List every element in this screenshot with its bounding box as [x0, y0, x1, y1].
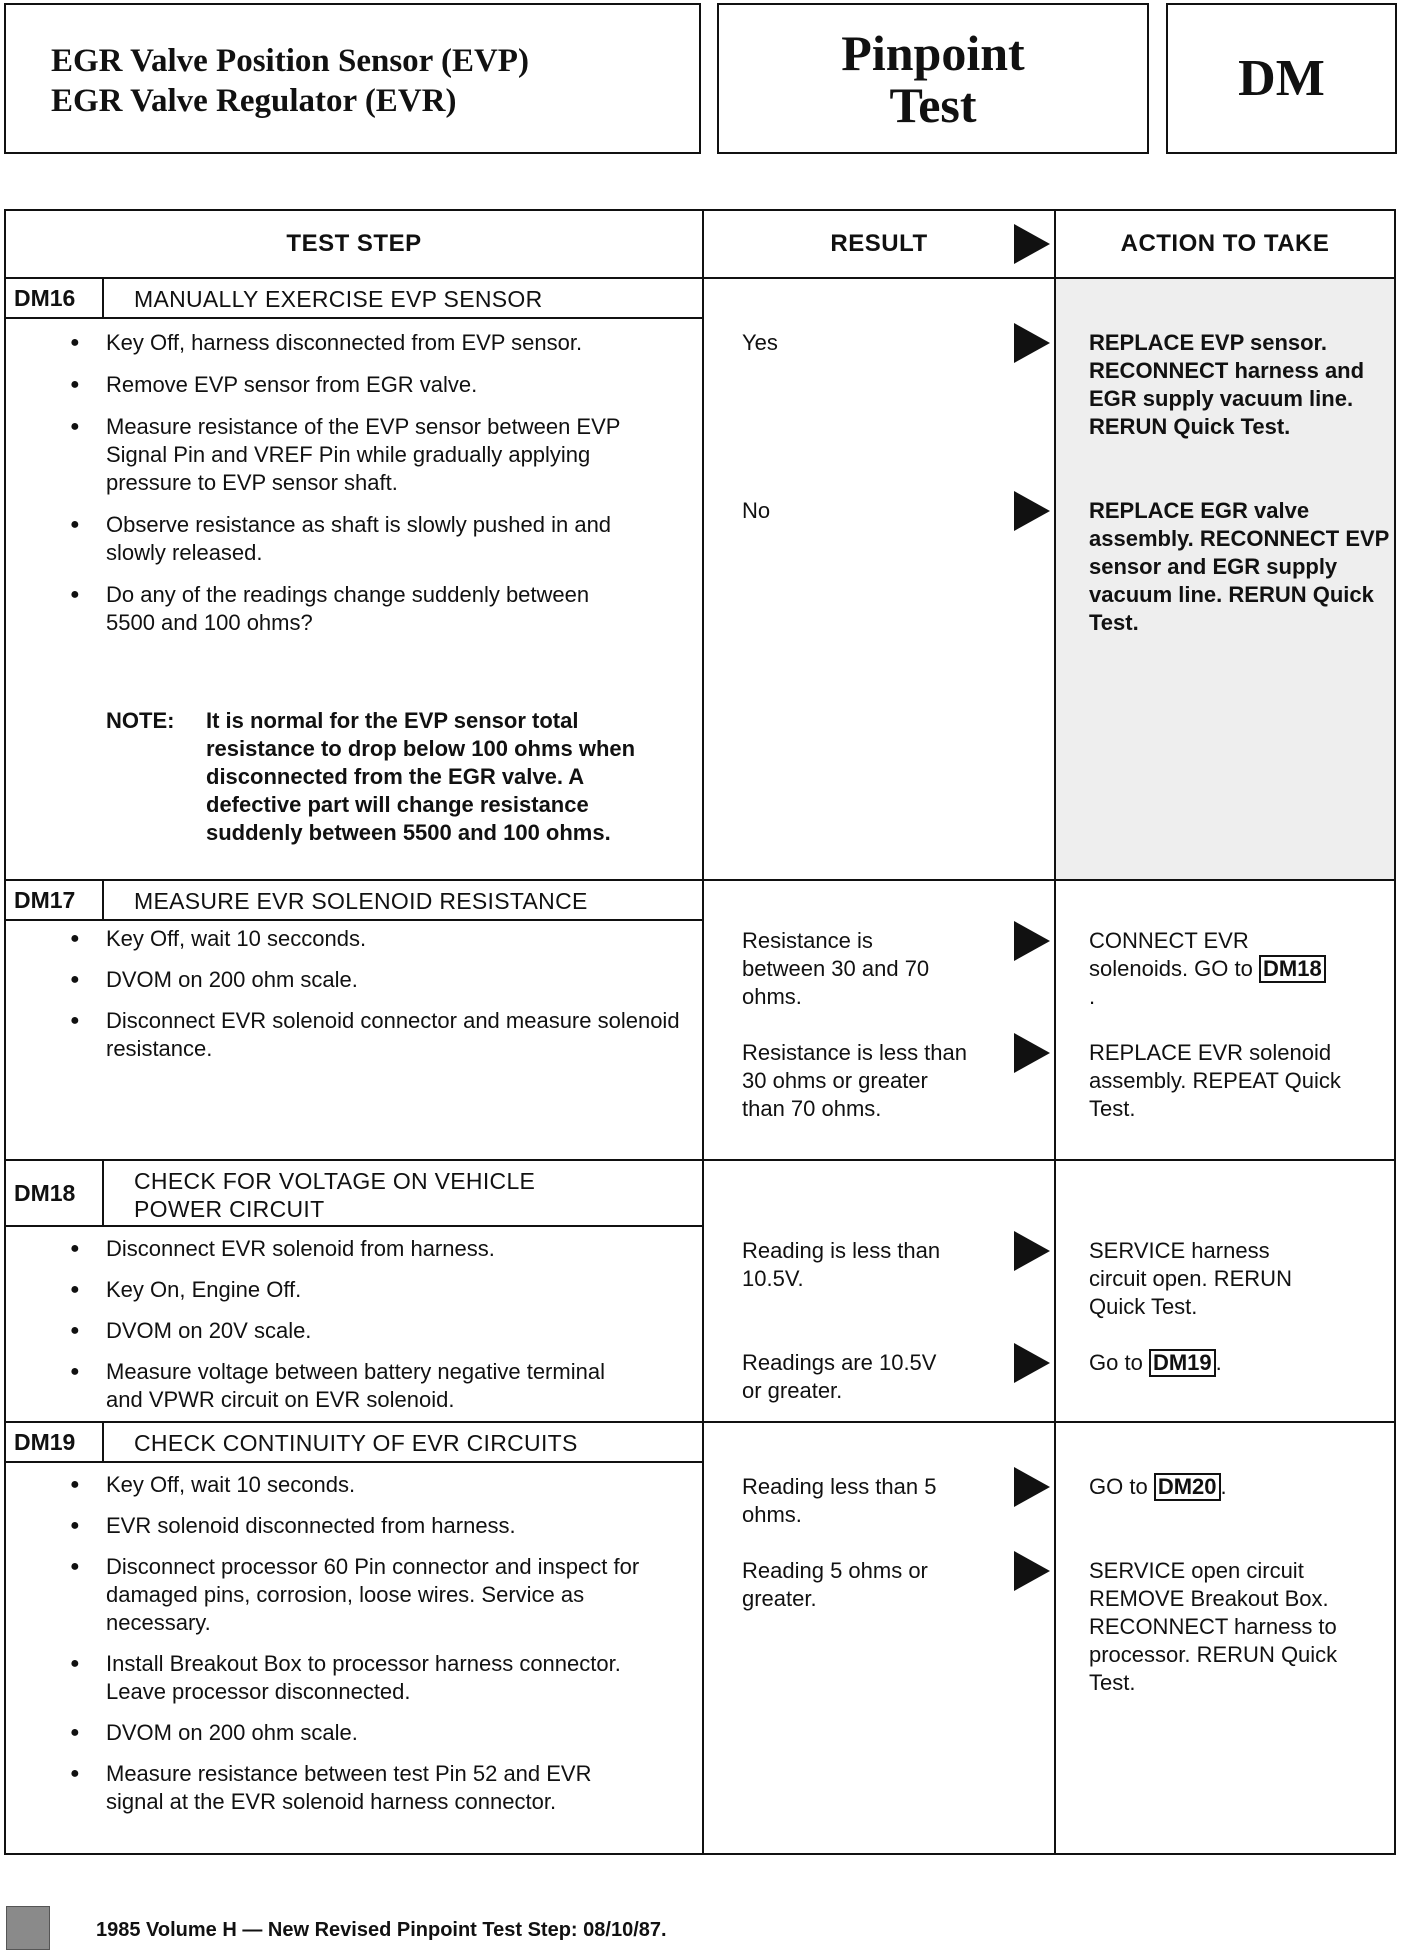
action-dm18-low: SERVICE harness circuit open. RERUN Quick Test.: [1089, 1238, 1292, 1319]
step-id: DM17: [6, 881, 104, 919]
bullet-item: ● Observe resistance as shaft is slowly pushed in and slowly released.: [6, 511, 696, 567]
note-label: NOTE:: [106, 708, 175, 733]
action-punct: .: [1089, 984, 1096, 1009]
result-dm17-fail: Resistance is less than 30 ohms or greater than 70 ohms.: [742, 1040, 967, 1121]
action-text: Go to: [1089, 1350, 1143, 1375]
title-box: [4, 3, 701, 154]
action-dm16-no: REPLACE EGR valve assembly. RECONNECT EVP sensor and EGR supply vacuum line. RERUN Quick Test.: [1089, 498, 1389, 635]
result-dm18-low: Reading is less than 10.5V.: [742, 1238, 941, 1291]
arrow-icon: [1014, 1231, 1050, 1271]
bullet-item: ● Install Breakout Box to processor harness connector. Leave processor disconnected.: [6, 1650, 696, 1706]
step-title: MANUALLY EXERCISE EVP SENSOR: [134, 286, 543, 312]
bullet-item: ● Disconnect processor 60 Pin connector and inspect for damaged pins, corrosion, loose wires. Service as necessary.: [6, 1553, 696, 1637]
arrow-icon: [1014, 1467, 1050, 1507]
bullet-item: ● Remove EVP sensor from EGR valve.: [6, 371, 696, 399]
step-header-dm16: [6, 279, 702, 319]
section-code: DM: [1166, 3, 1397, 154]
footer-text: 1985 Volume H — New Revised Pinpoint Test Step: 08/10/87.: [96, 1919, 667, 1941]
result-dm18-ok: Readings are 10.5V or greater.: [742, 1350, 937, 1403]
step-title: CHECK FOR VOLTAGE ON VEHICLE POWER CIRCUIT: [134, 1168, 536, 1222]
action-text: CONNECT EVR solenoids. GO to: [1089, 928, 1253, 981]
arrow-icon: [1014, 1551, 1050, 1591]
step-bullets-dm19: [6, 1471, 696, 1829]
action-dm19-high: SERVICE open circuit REMOVE Breakout Box. RECONNECT harness to processor. RERUN Quick Test.: [1089, 1558, 1338, 1695]
action-punct: .: [1215, 1350, 1222, 1375]
result-dm19-high: Reading 5 ohms or greater.: [742, 1558, 928, 1611]
step-id: DM16: [6, 279, 104, 317]
bullet-item: ● DVOM on 200 ohm scale.: [6, 966, 696, 994]
step-bullets-dm18: [6, 1235, 696, 1427]
step-ref-dm19[interactable]: DM19: [1149, 1349, 1216, 1377]
bullet-item: ● Disconnect EVR solenoid connector and measure solenoid resistance.: [6, 1007, 696, 1063]
bullet-item: ● Key On, Engine Off.: [6, 1276, 696, 1304]
step-id: DM19: [6, 1423, 104, 1461]
action-dm19-low: [1089, 1473, 1389, 1501]
test-type-box: [717, 3, 1149, 154]
step-bullets-dm16: [6, 329, 696, 651]
result-dm16-yes: Yes: [742, 330, 778, 355]
bullet-item: ● EVR solenoid disconnected from harness.: [6, 1512, 696, 1540]
step-title: CHECK CONTINUITY OF EVR CIRCUITS: [134, 1430, 578, 1456]
action-text: GO to: [1089, 1474, 1148, 1499]
step-ref-dm20[interactable]: DM20: [1154, 1473, 1221, 1501]
bullet-item: ● Measure resistance of the EVP sensor between EVP Signal Pin and VREF Pin while gradually applying pressure to EVP sensor shaft.: [6, 413, 696, 497]
column-header-test-step: TEST STEP: [286, 230, 422, 257]
title-line-2: EGR Valve Regulator (EVR): [51, 83, 457, 119]
action-dm17-fail: REPLACE EVR solenoid assembly. REPEAT Quick Test.: [1089, 1040, 1341, 1121]
test-type-line-1: Pinpoint: [841, 24, 1025, 81]
bullet-item: ● DVOM on 200 ohm scale.: [6, 1719, 696, 1747]
title-line-1: EGR Valve Position Sensor (EVP): [51, 43, 529, 79]
step-bullets-dm17: [6, 925, 696, 1076]
step-ref-dm18[interactable]: DM18: [1259, 955, 1326, 983]
step-header-dm18: [6, 1161, 702, 1227]
action-punct: .: [1220, 1474, 1227, 1499]
arrow-icon: [1014, 1033, 1050, 1073]
bullet-item: ● Key Off, harness disconnected from EVP sensor.: [6, 329, 696, 357]
bullet-item: ● Do any of the readings change suddenly between 5500 and 100 ohms?: [6, 581, 696, 637]
bullet-item: ● Measure voltage between battery negative terminal and VPWR circuit on EVR solenoid.: [6, 1358, 696, 1414]
result-dm16-no: No: [742, 498, 771, 523]
column-header-result: RESULT: [830, 230, 928, 257]
bullet-item: ● Key Off, wait 10 seconds.: [6, 1471, 696, 1499]
arrow-icon: [1014, 491, 1050, 531]
step-title: MEASURE EVR SOLENOID RESISTANCE: [134, 888, 588, 914]
bullet-item: ● DVOM on 20V scale.: [6, 1317, 696, 1345]
bullet-item: ● Disconnect EVR solenoid from harness.: [6, 1235, 696, 1263]
action-dm18-ok: [1089, 1349, 1389, 1377]
arrow-icon: [1014, 323, 1050, 363]
divider-result-action: [1054, 211, 1056, 1853]
test-type-line-2: Test: [889, 76, 977, 133]
bullet-item: ● Key Off, wait 10 secconds.: [6, 925, 696, 953]
note-text: It is normal for the EVP sensor total resistance to drop below 100 ohms when disconnected from the EGR valve. A defective part will change resistance suddenly between 5500 and 100 ohms.: [206, 708, 636, 845]
arrow-icon: [1014, 921, 1050, 961]
footer-marker: [6, 1906, 50, 1950]
divider-test-result: [702, 211, 704, 1853]
arrow-icon: [1014, 1343, 1050, 1383]
step-header-dm17: [6, 881, 702, 921]
result-dm17-pass: Resistance is between 30 and 70 ohms.: [742, 928, 930, 1009]
step-id: DM18: [6, 1161, 104, 1225]
result-dm19-low: Reading less than 5 ohms.: [742, 1474, 937, 1527]
step-header-dm19: [6, 1423, 702, 1463]
pinpoint-table: [4, 209, 1396, 1855]
column-header-action: ACTION TO TAKE: [1120, 230, 1330, 257]
bullet-item: ● Measure resistance between test Pin 52 and EVR signal at the EVR solenoid harness connector.: [6, 1760, 696, 1816]
arrow-icon: [1014, 224, 1050, 264]
action-dm16-yes: REPLACE EVP sensor. RECONNECT harness and EGR supply vacuum line. RERUN Quick Test.: [1089, 330, 1365, 439]
action-dm17-pass: [1089, 927, 1329, 1011]
